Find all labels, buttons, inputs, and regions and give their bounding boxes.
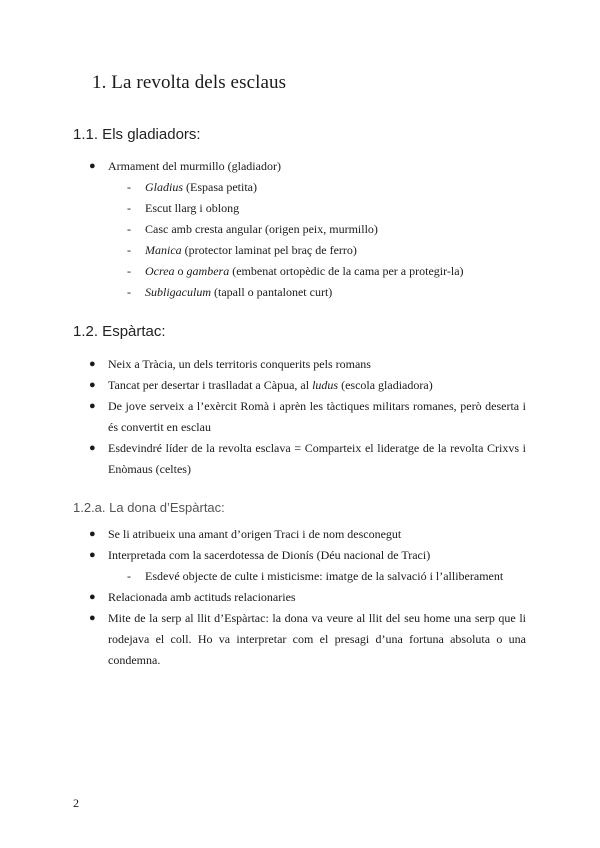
bullet-icon: ● (89, 358, 96, 370)
item-text: Se li atribueix una amant d’origen Traci i de nom desconegut (108, 527, 402, 541)
sub-list-item (127, 282, 525, 303)
list-item (89, 156, 526, 177)
dash-icon: - (127, 264, 131, 278)
item-text: o (174, 264, 187, 278)
subsection-heading-dona: 1.2.a. La dona d’Espàrtac: (73, 500, 225, 515)
list-item (89, 608, 526, 671)
bullet-icon: ● (89, 528, 96, 540)
section-heading-espartac: 1.2. Espàrtac: (73, 323, 166, 340)
sub-list-item (127, 198, 525, 219)
bullet-icon: ● (89, 591, 96, 603)
item-text: Mite de la serp al llit d’Espàrtac: la dona va veure al llit del seu home una serp que li rodejava el coll. Ho va interpretar com el presagi d’una fortuna absoluta o una condemna. (108, 611, 526, 667)
dash-icon: - (127, 285, 131, 299)
list-item (89, 438, 526, 480)
item-text: (escola gladiadora) (338, 378, 433, 392)
list-item (89, 354, 526, 375)
item-text: Esdevé objecte de culte i misticisme: imatge de la salvació i l’alliberament (145, 569, 504, 583)
sub-list-item (127, 566, 525, 587)
italic-term: Subligaculum (145, 285, 211, 299)
item-text: Relacionada amb actituds relacionaries (108, 590, 296, 604)
dash-icon: - (127, 201, 131, 215)
sub-list-item (127, 219, 525, 240)
item-text: Tancat per desertar i traslladat a Càpua, al (108, 378, 313, 392)
bullet-icon: ● (89, 379, 96, 391)
item-text: De jove serveix a l’exèrcit Romà i aprèn les tàctiques militars romanes, però deserta i és convertit en esclau (108, 399, 526, 434)
item-text: Escut llarg i oblong (145, 201, 240, 215)
item-text: Interpretada com la sacerdotessa de Dionís (Déu nacional de Traci) (108, 548, 431, 562)
italic-term: Gladius (145, 180, 184, 194)
list-item (89, 545, 526, 566)
italic-term: Manica (145, 243, 182, 257)
item-text: Casc amb cresta angular (origen peix, murmillo) (145, 222, 378, 236)
page-title: 1. La revolta dels esclaus (92, 72, 287, 93)
bullet-icon: ● (89, 160, 96, 172)
sub-list-item (127, 177, 525, 198)
bullet-icon: ● (89, 400, 96, 412)
bullet-icon: ● (89, 612, 96, 624)
list-item (89, 524, 526, 545)
item-text: (embenat ortopèdic de la cama per a protegir-la) (229, 264, 464, 278)
list-item (89, 587, 526, 608)
item-text: (tapall o pantalonet curt) (211, 285, 333, 299)
sub-list-item (127, 261, 525, 282)
section-heading-gladiadors: 1.1. Els gladiadors: (73, 126, 201, 143)
dash-icon: - (127, 222, 131, 236)
dash-icon: - (127, 569, 131, 583)
item-text: Armament del murmillo (gladiador) (108, 159, 281, 173)
list-item (89, 396, 526, 438)
bullet-icon: ● (89, 442, 96, 454)
sub-list-item (127, 240, 525, 261)
item-text: (Espasa petita) (183, 180, 257, 194)
italic-term: ludus (312, 378, 339, 392)
item-text: Esdevindré líder de la revolta esclava = Comparteix el lideratge de la revolta Crixvs i Enòmaus (celtes) (108, 441, 526, 476)
item-text: Neix a Tràcia, un dels territoris conquerits pels romans (108, 357, 371, 371)
page-number: 2 (73, 796, 79, 810)
bullet-icon: ● (89, 549, 96, 561)
item-text: (protector laminat pel braç de ferro) (181, 243, 357, 257)
list-item (89, 375, 526, 396)
italic-term: Ocrea (145, 264, 175, 278)
dash-icon: - (127, 180, 131, 194)
italic-term: gambera (186, 264, 230, 278)
dash-icon: - (127, 243, 131, 257)
